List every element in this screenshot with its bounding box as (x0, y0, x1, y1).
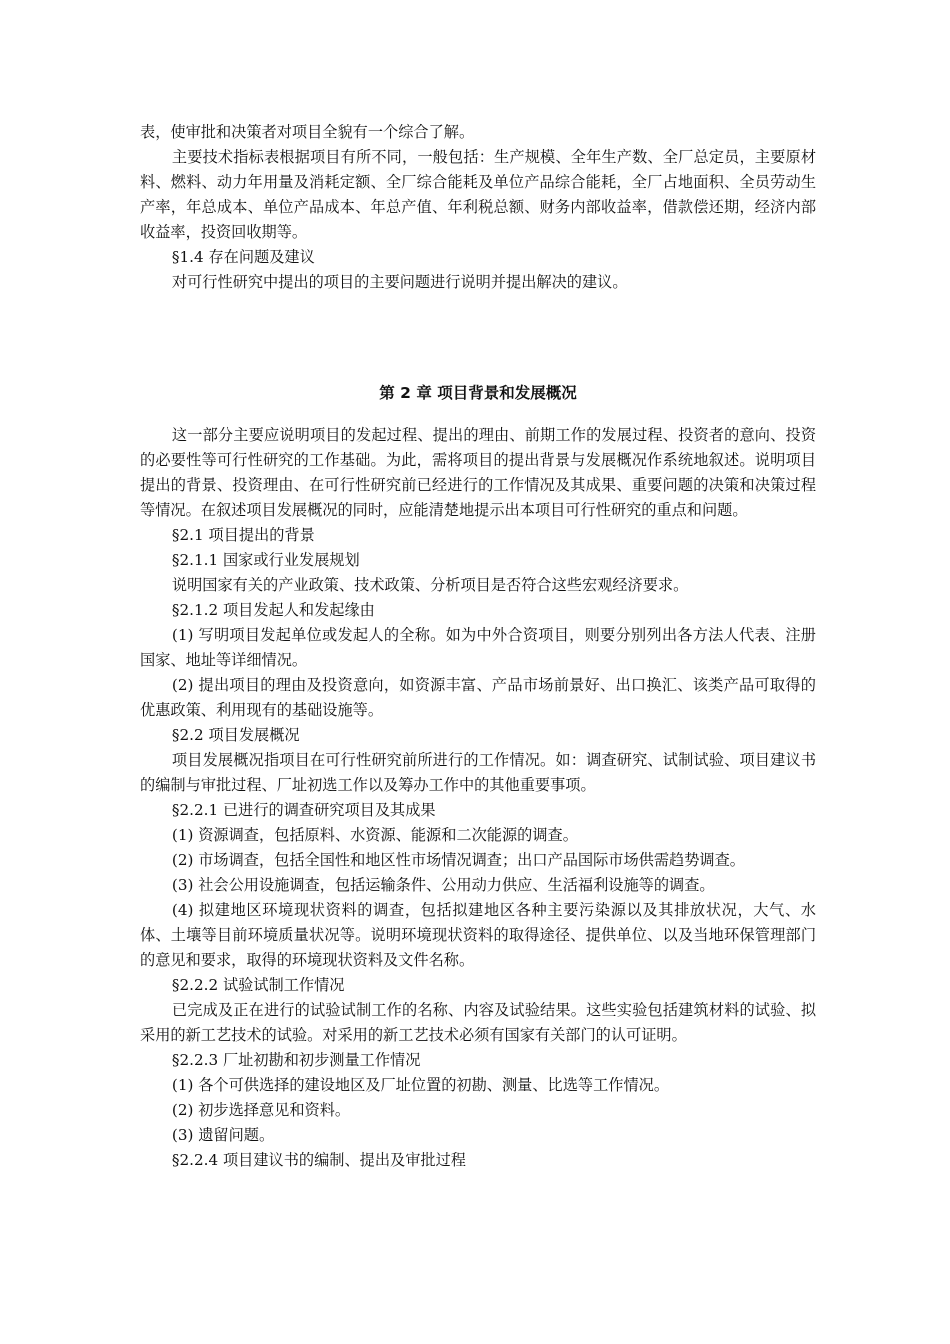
section-heading-2-1-2: §2.1.2 项目发起人和发起缘由 (171, 601, 375, 619)
section-heading-2-2-4: §2.2.4 项目建议书的编制、提出及审批过程 (171, 1151, 466, 1169)
section-heading-2-1: §2.1 项目提出的背景 (171, 526, 315, 544)
chapter-heading-block (140, 381, 816, 405)
list-item-2-2-3-2: (2) 初步选择意见和资料。 (171, 1101, 351, 1119)
section-heading-2-2-3: §2.2.3 厂址初勘和初步测量工作情况 (171, 1051, 421, 1069)
list-item-2-2-1-1: (1) 资源调查，包括原料、水资源、能源和二次能源的调查。 (171, 826, 578, 844)
section-heading-2-1-1: §2.1.1 国家或行业发展规划 (171, 551, 360, 569)
paragraph-2-2-2: 已完成及正在进行的试验试制工作的名称、内容及试验结果。这些实验包括建筑材料的试验、拟采用的新工艺技术的试验。对采用的新工艺技术必须有国家有关部门的认可证明。 (140, 1001, 816, 1044)
paragraph-problems-suggestions: 对可行性研究中提出的项目的主要问题进行说明并提出解决的建议。 (171, 273, 628, 291)
paragraph-2-1-1: 说明国家有关的产业政策、技术政策、分析项目是否符合这些宏观经济要求。 (171, 576, 689, 594)
paragraph-technical-indicators: 主要技术指标表根据项目有所不同，一般包括：生产规模、全年生产数、全厂总定员，主要原材料、燃料、动力年用量及消耗定额、全厂综合能耗及单位产品综合能耗，全厂占地面积、全员劳动生产率，年总成本、单位产品成本、年总产值、年利税总额、财务内部收益率，借款偿还期，经济内部收益率，投资回收期等。 (140, 148, 816, 241)
document-page (140, 120, 816, 1173)
list-item-2-1-2-2: (2) 提出项目的理由及投资意向，如资源丰富、产品市场前景好、出口换汇、该类产品可取得的优惠政策、利用现有的基础设施等。 (140, 676, 816, 719)
section-heading-2-2-2: §2.2.2 试验试制工作情况 (171, 976, 345, 994)
section-heading-1-4: §1.4 存在问题及建议 (171, 248, 315, 266)
list-item-2-2-3-1: (1) 各个可供选择的建设地区及厂址位置的初勘、测量、比选等工作情况。 (171, 1076, 670, 1094)
list-item-2-2-1-3: (3) 社会公用设施调查，包括运输条件、公用动力供应、生活福利设施等的调查。 (171, 876, 715, 894)
list-item-2-2-1-4: (4) 拟建地区环境现状资料的调查，包括拟建地区各种主要污染源以及其排放状况，大气、水体、土壤等目前环境质量状况等。说明环境现状资料的取得途径、提供单位、以及当地环保管理部门的意见和要求，取得的环境现状资料及文件名称。 (140, 901, 816, 969)
section-heading-2-2-1: §2.2.1 已进行的调查研究项目及其成果 (171, 801, 436, 819)
list-item-2-2-1-2: (2) 市场调查，包括全国性和地区性市场情况调查；出口产品国际市场供需趋势调查。 (171, 851, 745, 869)
list-item-2-2-3-3: (3) 遗留问题。 (171, 1126, 275, 1144)
paragraph-continuation: 表，使审批和决策者对项目全貌有一个综合了解。 (140, 123, 475, 141)
list-item-2-1-2-1: (1) 写明项目发起单位或发起人的全称。如为中外合资项目，则要分别列出各方法人代表、注册国家、地址等详细情况。 (140, 626, 816, 669)
paragraph-2-2: 项目发展概况指项目在可行性研究前所进行的工作情况。如：调查研究、试制试验、项目建议书的编制与审批过程、厂址初选工作以及筹办工作中的其他重要事项。 (140, 751, 816, 794)
paragraph-chapter-intro: 这一部分主要应说明项目的发起过程、提出的理由、前期工作的发展过程、投资者的意向、投资的必要性等可行性研究的工作基础。为此，需将项目的提出背景与发展概况作系统地叙述。说明项目提出的背景、投资理由、在可行性研究前已经进行的工作情况及其成果、重要问题的决策和决策过程等情况。在叙述项目发展概况的同时，应能清楚地提示出本项目可行性研究的重点和问题。 (140, 426, 816, 519)
chapter-title: 第 2 章 项目背景和发展概况 (379, 384, 577, 402)
section-heading-2-2: §2.2 项目发展概况 (171, 726, 300, 744)
